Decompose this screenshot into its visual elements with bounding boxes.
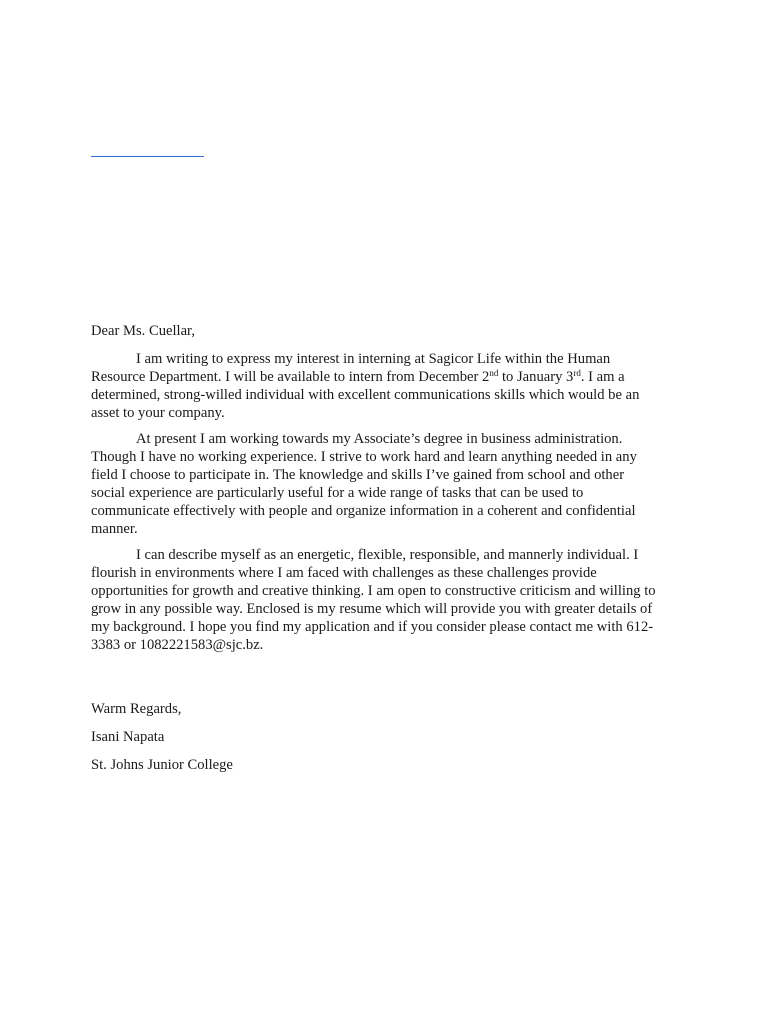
- paragraph-line: asset to your company.: [91, 405, 225, 421]
- paragraph-line: Though I have no working experience. I strive to work hard and learn anything needed in any: [91, 449, 637, 465]
- paragraph-line: [91, 368, 681, 386]
- superscript: rd: [573, 368, 581, 378]
- paragraph-line: [91, 546, 681, 564]
- paragraph-3: [91, 546, 681, 654]
- closing-phrase: Warm Regards,: [91, 701, 182, 717]
- closing-block: [91, 700, 681, 774]
- signer-school: St. Johns Junior College: [91, 757, 233, 773]
- paragraph-line: my background. I hope you find my application and if you consider please contact me with 612-: [91, 619, 654, 635]
- paragraph-line: social experience are particularly useful for a wide range of tasks that can be used to: [91, 485, 584, 501]
- text-line: . I am a: [580, 369, 625, 385]
- paragraph-line: flourish in environments where I am faced with challenges as these challenges provide: [91, 565, 597, 581]
- text-line: At present I am working towards my Associate’s degree in business administration.: [136, 431, 623, 447]
- text-line: I am writing to express my interest in interning at Sagicor Life within the Human: [136, 351, 611, 367]
- blue-hyperlink-rule: [91, 156, 204, 157]
- paragraph-line: [91, 430, 681, 448]
- paragraph-line: field I choose to participate in. The knowledge and skills I’ve gained from school and other: [91, 467, 625, 483]
- signer-name: Isani Napata: [91, 729, 165, 745]
- superscript: nd: [489, 368, 499, 378]
- text-line: Resource Department. I will be available to intern from December 2: [91, 369, 490, 385]
- paragraph-line: communicate effectively with people and organize information in a coherent and confidential: [91, 503, 636, 519]
- salutation: Dear Ms. Cuellar,: [91, 323, 195, 339]
- text-line: I can describe myself as an energetic, flexible, responsible, and mannerly individual. I: [136, 547, 639, 563]
- paragraph-line: manner.: [91, 521, 138, 537]
- paragraph-line: [91, 350, 681, 368]
- paragraph-line: opportunities for growth and creative thinking. I am open to constructive criticism and willing to: [91, 583, 656, 599]
- paragraph-line: determined, strong-willed individual with excellent communications skills which would be an: [91, 387, 640, 403]
- paragraph-2: [91, 430, 681, 538]
- text-line: to January 3: [498, 369, 574, 385]
- letter-body: [91, 322, 681, 784]
- paragraph-1: [91, 350, 681, 422]
- paragraph-line: grow in any possible way. Enclosed is my resume which will provide you with greater details of: [91, 601, 653, 617]
- paragraph-line: 3383 or 1082221583@sjc.bz.: [91, 637, 264, 653]
